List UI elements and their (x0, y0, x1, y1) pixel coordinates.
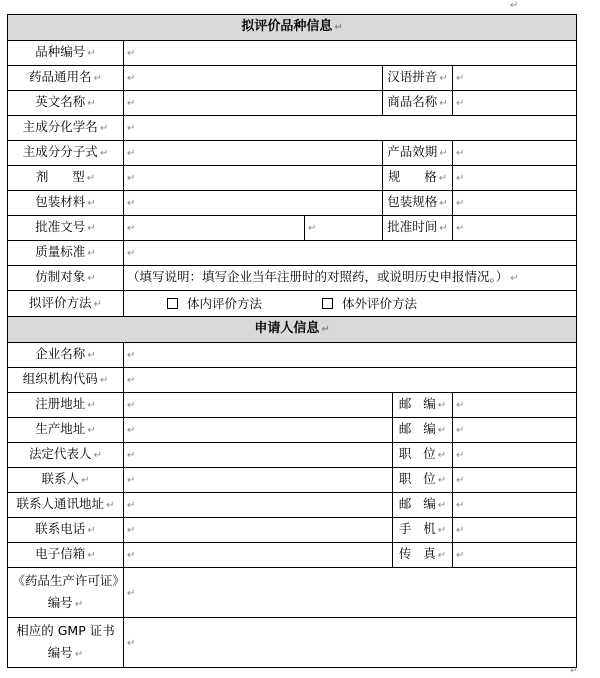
spec-field[interactable]: ↵ (453, 166, 577, 191)
trade-name-label: 商品名称 (387, 94, 438, 109)
license-label: 《药品生产许可证》编号 (12, 572, 119, 610)
product-section-header: 拟评价品种信息 ↵ (8, 15, 577, 41)
prod-address-field[interactable]: ↵ (124, 418, 393, 443)
mobile-label: 手 机 (398, 521, 436, 536)
email-label: 电子信箱 (35, 546, 86, 561)
row-chem-name: 主成分化学名 ↵ ↵ (8, 116, 577, 141)
phone-label: 联系电话 (35, 521, 86, 536)
chem-name-field[interactable]: ↵ (124, 116, 577, 141)
code-label-cell: 品种编号 ↵ (8, 41, 124, 66)
chem-name-label: 主成分化学名 (22, 119, 98, 134)
reference-note: （填写说明：填写企业当年注册时的对照药，或说明历史申报情况。） (127, 269, 509, 284)
formula-field[interactable]: ↵ (124, 141, 383, 166)
packaging-label: 包装材料 (35, 194, 86, 209)
code-value-field[interactable]: ↵ (124, 41, 577, 66)
application-form-table (7, 14, 577, 668)
phone-field[interactable]: ↵ (124, 518, 393, 543)
row-approval: 批准文号 ↵ ↵ ↵ 批准时间 ↵ ↵ (8, 216, 577, 241)
postcode-label-3: 邮 编 (398, 496, 436, 511)
email-field[interactable]: ↵ (124, 543, 393, 568)
company-field[interactable]: ↵ (124, 343, 577, 368)
contact-address-label: 联系人通讯地址 (16, 496, 105, 511)
position-field-1[interactable]: ↵ (453, 443, 577, 468)
in-vitro-label: 体外评价方法 (342, 295, 418, 311)
contact-field[interactable]: ↵ (124, 468, 393, 493)
reg-address-label: 注册地址 (35, 396, 86, 411)
applicant-section-title: 申请人信息 (254, 321, 320, 336)
validity-label: 产品效期 (387, 144, 438, 159)
english-name-field[interactable]: ↵ (124, 91, 383, 116)
row-email: 电子信箱 ↵ ↵ 传 真 ↵ ↵ (8, 543, 577, 568)
applicant-section-header: 申请人信息 ↵ (8, 317, 577, 343)
fax-label: 传 真 (398, 546, 436, 561)
postcode-field-1[interactable]: ↵ (453, 393, 577, 418)
product-section-title: 拟评价品种信息 (241, 19, 333, 34)
position-field-2[interactable]: ↵ (453, 468, 577, 493)
position-label-1: 职 位 (398, 446, 436, 461)
in-vivo-checkbox[interactable] (167, 298, 178, 309)
row-prod-address: 生产地址 ↵ ↵ 邮 编 ↵ ↵ (8, 418, 577, 443)
reg-address-field[interactable]: ↵ (124, 393, 393, 418)
pinyin-field[interactable]: ↵ (453, 66, 577, 91)
org-code-label: 组织机构代码 (22, 371, 98, 386)
row-legal-rep: 法定代表人 ↵ ↵ 职 位 ↵ ↵ (8, 443, 577, 468)
row-org-code: 组织机构代码 ↵ ↵ (8, 368, 577, 393)
spec-label: 规 格 (387, 169, 437, 184)
postcode-field-2[interactable]: ↵ (453, 418, 577, 443)
reference-field[interactable]: （填写说明：填写企业当年注册时的对照药，或说明历史申报情况。） ↵ (124, 266, 577, 291)
quality-std-label: 质量标准 (35, 244, 86, 259)
row-gmp: 相应的 GMP 证书编号 ↵ ↵ (8, 618, 577, 668)
mobile-field[interactable]: ↵ (453, 518, 577, 543)
dosage-form-field[interactable]: ↵ (124, 166, 383, 191)
legal-rep-field[interactable]: ↵ (124, 443, 393, 468)
generic-name-label: 药品通用名 (29, 69, 92, 84)
fax-field[interactable]: ↵ (453, 543, 577, 568)
org-code-field[interactable]: ↵ (124, 368, 577, 393)
validity-field[interactable]: ↵ (453, 141, 577, 166)
row-reference: 仿制对象 ↵ （填写说明：填写企业当年注册时的对照药，或说明历史申报情况。） ↵ (8, 266, 577, 291)
pinyin-label: 汉语拼音 (387, 69, 438, 84)
contact-label: 联系人 (41, 471, 80, 486)
formula-label: 主成分分子式 (22, 144, 98, 159)
prod-address-label: 生产地址 (35, 421, 86, 436)
gmp-label: 相应的 GMP 证书编号 (16, 622, 115, 660)
postcode-label-2: 邮 编 (398, 421, 436, 436)
reference-label: 仿制对象 (35, 269, 86, 284)
row-product-code (8, 41, 577, 66)
row-contact-address: 联系人通讯地址 ↵ ↵ 邮 编 ↵ ↵ (8, 493, 577, 518)
postcode-field-3[interactable]: ↵ (453, 493, 577, 518)
postcode-label-1: 邮 编 (398, 396, 436, 411)
english-name-label: 英文名称 (35, 94, 86, 109)
row-packaging: 包装材料 ↵ ↵ 包装规格 ↵ ↵ (8, 191, 577, 216)
packaging-field[interactable]: ↵ (124, 191, 383, 216)
approval-no-label: 批准文号 (35, 219, 86, 234)
license-field[interactable]: ↵ (124, 568, 577, 618)
dosage-form-label: 剂 型 (35, 169, 85, 184)
trade-name-field[interactable]: ↵ (453, 91, 577, 116)
row-eval-method: 拟评价方法 ↵ 体内评价方法 体外评价方法 (8, 291, 577, 317)
approval-no-field-2[interactable]: ↵ (305, 216, 383, 241)
row-generic-name: 药品通用名 ↵ ↵ 汉语拼音 ↵ ↵ (8, 66, 577, 91)
quality-std-field[interactable]: ↵ (124, 241, 577, 266)
row-phone: 联系电话 ↵ ↵ 手 机 ↵ ↵ (8, 518, 577, 543)
row-company: 企业名称 ↵ ↵ (8, 343, 577, 368)
row-license: 《药品生产许可证》编号 ↵ ↵ (8, 568, 577, 618)
row-contact: 联系人 ↵ ↵ 职 位 ↵ ↵ (8, 468, 577, 493)
generic-name-field[interactable]: ↵ (124, 66, 383, 91)
row-english-name: 英文名称 ↵ ↵ 商品名称 ↵ ↵ (8, 91, 577, 116)
table-end-mark: ↵ (570, 666, 578, 676)
pack-spec-field[interactable]: ↵ (453, 191, 577, 216)
approval-no-field[interactable]: ↵ (124, 216, 305, 241)
contact-address-field[interactable]: ↵ (124, 493, 393, 518)
row-reg-address: 注册地址 ↵ ↵ 邮 编 ↵ ↵ (8, 393, 577, 418)
pack-spec-label: 包装规格 (387, 194, 438, 209)
row-quality-standard: 质量标准 ↵ ↵ (8, 241, 577, 266)
row-formula: 主成分分子式 ↵ ↵ 产品效期 ↵ ↵ (8, 141, 577, 166)
in-vivo-label: 体内评价方法 (187, 295, 263, 311)
row-dosage-form: 剂 型 ↵ ↵ 规 格 ↵ ↵ (8, 166, 577, 191)
eval-method-label: 拟评价方法 (29, 294, 92, 310)
gmp-field[interactable]: ↵ (124, 618, 577, 668)
legal-rep-label: 法定代表人 (29, 446, 92, 461)
paragraph-mark: ↵ (510, 0, 519, 11)
position-label-2: 职 位 (398, 471, 436, 486)
in-vitro-checkbox[interactable] (322, 298, 333, 309)
approval-time-label: 批准时间 (387, 219, 438, 234)
approval-time-field[interactable]: ↵ (453, 216, 577, 241)
company-label: 企业名称 (35, 346, 86, 361)
